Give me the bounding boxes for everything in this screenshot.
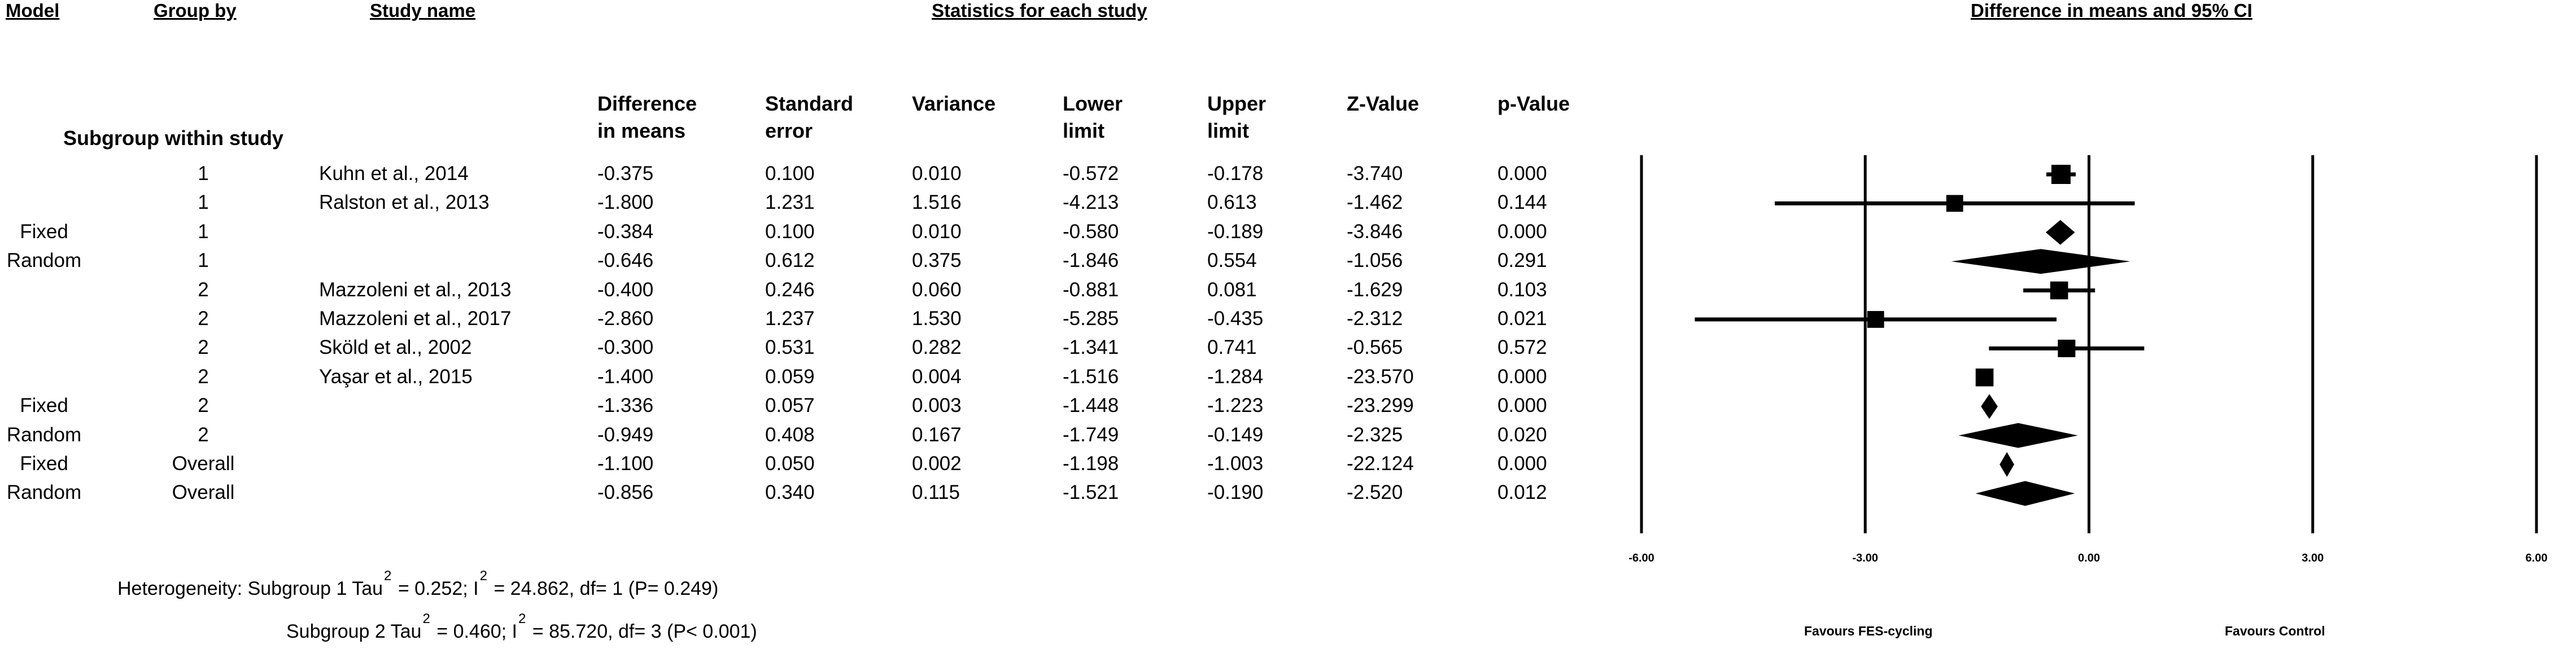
cell-var: 0.002 [912,453,962,475]
cell-diff: -0.400 [597,278,654,301]
summary-diamond [1951,249,2130,274]
cell-var: 1.516 [912,191,962,214]
heterogeneity-line-1: Heterogeneity: Subgroup 1 Tau$^2$ = 0.252; $I^2 = 24.862$, df= 1 (P= 0.249) [117,568,719,599]
study-marker [2051,165,2071,184]
cell-se: 0.057 [765,394,815,417]
cell-lower: -1.749 [1063,423,1119,446]
cell-study: Mazzoleni et al., 2017 [319,308,512,330]
cell-model: Fixed [20,453,68,475]
cell-se: 0.612 [765,249,815,272]
cell-z: -2.325 [1347,423,1403,446]
heterogeneity-line-2: Subgroup 2 Tau$^2$ = 0.460; $I^2 = 85.720$, df= 3 (P< 0.001) [286,611,757,642]
cell-diff: -0.300 [597,336,654,359]
summary-diamond [2046,220,2075,245]
cell-se: 0.100 [765,163,815,185]
colhdr-variance: Variance [912,92,996,115]
cell-var: 0.115 [912,481,960,504]
cell-z: -3.740 [1347,163,1403,185]
cell-z: -0.565 [1347,336,1403,359]
cell-z: -2.520 [1347,481,1403,504]
cell-upper: -1.003 [1207,453,1264,475]
cell-var: 0.003 [912,394,962,417]
cell-se: 0.408 [765,423,815,446]
cell-group: 2 [198,394,209,417]
cell-upper: -1.223 [1207,394,1264,417]
cell-upper: -0.190 [1207,481,1264,504]
cell-se: 1.237 [765,308,815,330]
header-study-name: Study name [370,0,476,21]
cell-var: 0.010 [912,220,962,243]
cell-se: 0.340 [765,481,815,504]
cell-group: 2 [198,308,209,330]
cell-diff: -0.949 [597,423,654,446]
cell-z: -23.299 [1347,394,1414,417]
cell-study: Yaşar et al., 2015 [319,365,473,388]
cell-upper: -0.189 [1207,220,1264,243]
cell-model: Fixed [20,394,68,417]
cell-se: 0.050 [765,453,815,475]
cell-diff: -2.860 [597,308,654,330]
cell-group: 2 [198,365,209,388]
x-tick-label: 3.00 [2302,552,2324,564]
cell-model: Random [6,423,82,446]
cell-p: 0.012 [1497,481,1547,504]
favours-right-label: Favours Control [2225,624,2325,638]
cell-lower: -1.521 [1063,481,1119,504]
study-marker [1867,311,1884,328]
colhdr-upper: Upper limit [1207,92,1267,142]
cell-z: -2.312 [1347,308,1403,330]
x-tick-label: -6.00 [1628,552,1654,564]
cell-diff: -0.646 [597,249,654,272]
cell-lower: -5.285 [1063,308,1119,330]
study-marker [1946,195,1963,212]
header-plot-title: Difference in means and 95% CI [1971,0,2252,21]
cell-se: 0.246 [765,278,815,301]
header-group-by: Group by [154,0,237,21]
cell-p: 0.000 [1497,163,1547,185]
cell-group: 2 [198,336,209,359]
x-tick-label: -3.00 [1852,552,1879,564]
summary-diamond [1981,394,1998,419]
cell-upper: 0.613 [1207,191,1257,214]
cell-se: 0.059 [765,365,815,388]
cell-p: 0.000 [1497,365,1547,388]
summary-diamond [1958,423,2077,448]
cell-upper: 0.554 [1207,249,1257,272]
favours-left-label: Favours FES-cycling [1804,624,1933,638]
cell-diff: -1.100 [597,453,654,475]
cell-z: -3.846 [1347,220,1403,243]
cell-study: Kuhn et al., 2014 [319,163,469,185]
cell-upper: -0.435 [1207,308,1264,330]
cell-lower: -4.213 [1063,191,1119,214]
cell-z: -1.462 [1347,191,1403,214]
cell-upper: 0.741 [1207,336,1257,359]
cell-upper: -0.149 [1207,423,1264,446]
summary-diamond [1999,452,2014,477]
cell-var: 0.282 [912,336,962,359]
cell-group: 1 [198,191,209,214]
cell-p: 0.572 [1497,336,1547,359]
cell-group: 1 [198,249,209,272]
cell-study: Sköld et al., 2002 [319,336,472,359]
cell-study: Ralston et al., 2013 [319,191,490,214]
summary-diamond [1976,481,2075,506]
cell-se: 0.531 [765,336,815,359]
subgroup-within-study-label: Subgroup within study [63,126,283,150]
cell-lower: -1.846 [1063,249,1119,272]
cell-model: Random [6,249,82,272]
cell-z: -22.124 [1347,453,1414,475]
cell-group: 2 [198,423,209,446]
cell-lower: -1.198 [1063,453,1119,475]
cell-var: 0.004 [912,365,962,388]
cell-lower: -0.881 [1063,278,1119,301]
cell-var: 1.530 [912,308,962,330]
cell-z: -1.056 [1347,249,1403,272]
cell-var: 0.060 [912,278,962,301]
cell-group: 1 [198,220,209,243]
cell-p: 0.000 [1497,394,1547,417]
cell-lower: -1.448 [1063,394,1119,417]
cell-group: 1 [198,163,209,185]
cell-diff: -1.400 [597,365,654,388]
cell-var: 0.375 [912,249,962,272]
cell-p: 0.000 [1497,220,1547,243]
study-marker [2058,340,2075,357]
cell-p: 0.000 [1497,453,1547,475]
cell-z: -1.629 [1347,278,1403,301]
header-model: Model [6,0,60,21]
cell-diff: -0.856 [597,481,654,504]
cell-lower: -0.580 [1063,220,1119,243]
colhdr-lower: Lower limit [1063,92,1123,142]
cell-se: 0.100 [765,220,815,243]
cell-diff: -1.336 [597,394,654,417]
cell-diff: -0.375 [597,163,654,185]
header-statistics: Statistics for each study [932,0,1147,21]
study-marker [2050,282,2068,300]
colhdr-z: Z-Value [1347,92,1420,115]
cell-lower: -1.341 [1063,336,1119,359]
cell-lower: -1.516 [1063,365,1119,388]
cell-p: 0.291 [1497,249,1547,272]
cell-group: Overall [172,481,235,504]
cell-p: 0.103 [1497,278,1547,301]
cell-p: 0.021 [1497,308,1547,330]
cell-var: 0.167 [912,423,962,446]
cell-p: 0.020 [1497,423,1547,446]
cell-z: -23.570 [1347,365,1414,388]
cell-group: Overall [172,453,235,475]
cell-diff: -0.384 [597,220,654,243]
cell-model: Random [6,481,82,504]
x-tick-label: 0.00 [2078,552,2100,564]
x-tick-label: 6.00 [2525,552,2548,564]
study-marker [1976,369,1994,387]
cell-model: Fixed [20,220,68,243]
cell-upper: 0.081 [1207,278,1257,301]
cell-upper: -0.178 [1207,163,1264,185]
cell-lower: -0.572 [1063,163,1119,185]
cell-study: Mazzoleni et al., 2013 [319,278,512,301]
colhdr-diff: Difference in means [597,92,697,142]
cell-upper: -1.284 [1207,365,1264,388]
colhdr-p: p-Value [1497,92,1570,115]
cell-diff: -1.800 [597,191,654,214]
cell-p: 0.144 [1497,191,1547,214]
colhdr-se: Standard error [765,92,854,142]
cell-group: 2 [198,278,209,301]
cell-se: 1.231 [765,191,815,214]
cell-var: 0.010 [912,163,962,185]
